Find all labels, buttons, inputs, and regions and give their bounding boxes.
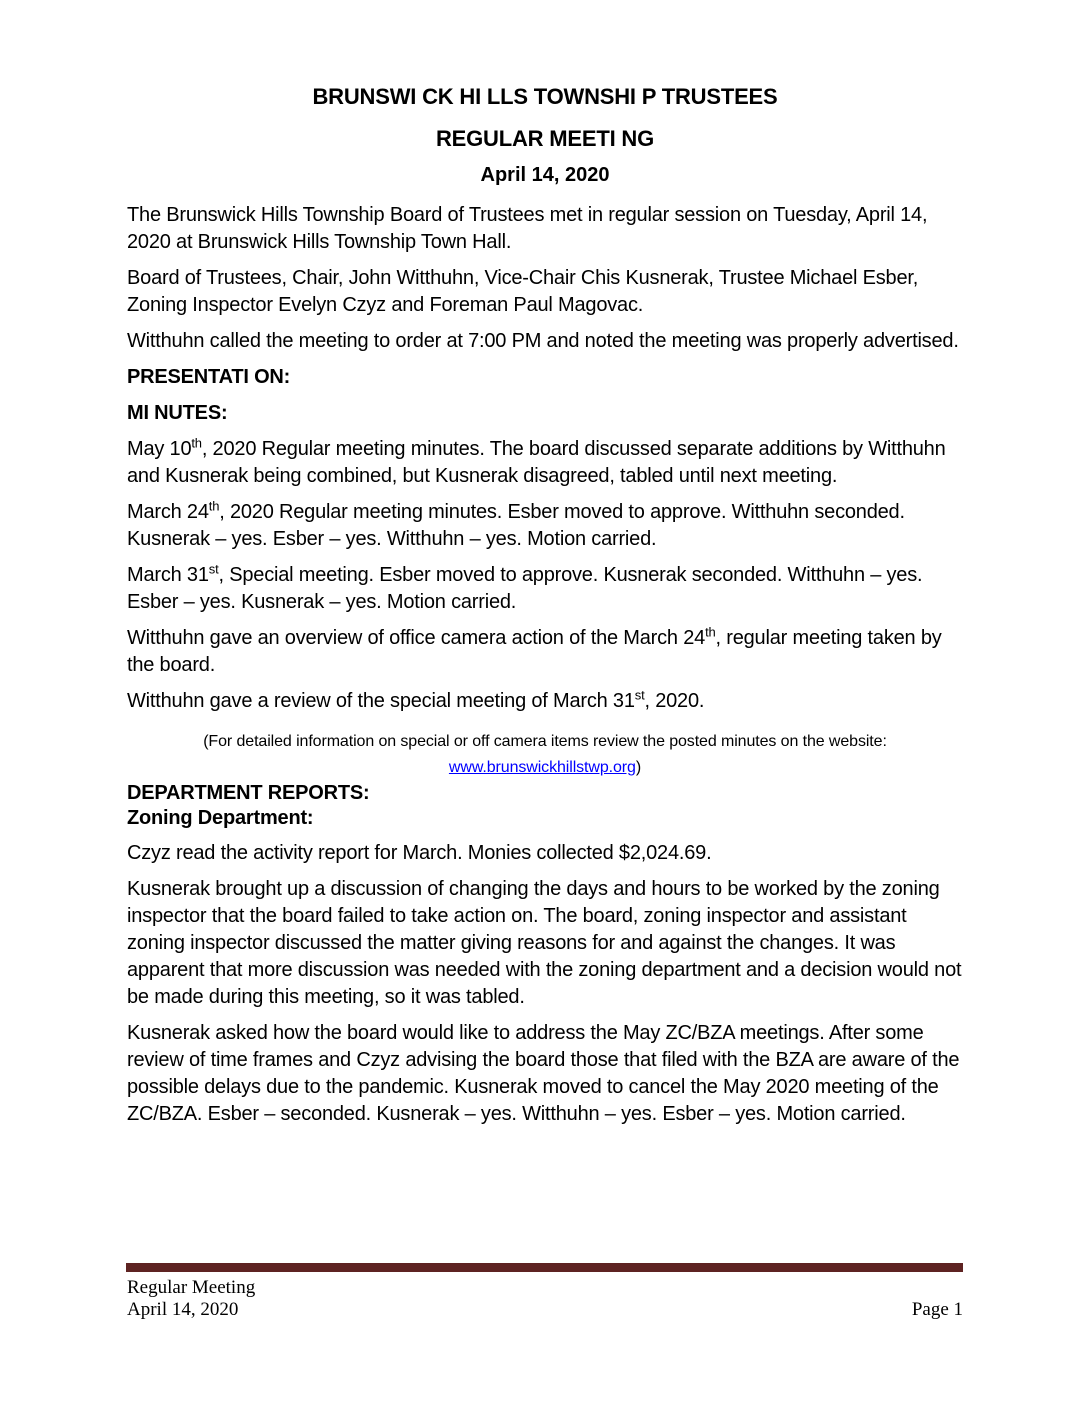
intro-session-paragraph: The Brunswick Hills Township Board of Trustees met in regular session on Tuesday, April 14, 2020 at Brunswick Hills Township Town Hall. [127,204,928,253]
special-review-paragraph [127,688,963,715]
presentation-heading: PRESENTATI ON: [127,366,291,388]
note-prefix: (For detailed information on special or off camera items review the posted minutes on the website: [203,733,887,750]
ordinal-superscript: th [208,498,220,514]
footer-rule [126,1263,963,1272]
minutes-may10-paragraph [127,436,963,490]
website-note [127,729,963,781]
intro-attendance-paragraph: Board of Trustees, Chair, John Witthuhn, Vice-Chair Chis Kusnerak, Trustee Michael Esber, Zoning Inspector Evelyn Czyz and Foreman Paul Magovac. [127,267,919,316]
meeting-type-heading: REGULAR MEETI NG [435,126,655,151]
text-segment: , regular meeting taken by the board. [127,627,942,676]
minutes-heading: MI NUTES: [127,402,228,424]
intro-call-to-order-paragraph: Witthuhn called the meeting to order at 7:00 PM and noted the meeting was properly advertised. [127,330,959,352]
text-segment: Witthuhn gave a review of the special meeting of March 31 [127,690,635,712]
camera-overview-paragraph [127,625,963,679]
text-segment: , 2020 Regular meeting minutes. Esber moved to approve. Witthuhn seconded. Kusnerak – yes. Esber – yes. Witthuhn – yes. Motion carried. [127,501,905,550]
ordinal-superscript: st [208,561,219,577]
text-segment: , Special meeting. Esber moved to approve. Kusnerak seconded. Witthuhn – yes. Esber – yes. Kusnerak – yes. Motion carried. [127,564,923,613]
minutes-march31-paragraph [127,562,963,616]
zoning-department-heading: Zoning Department: [127,807,314,829]
minutes-march24-paragraph [127,499,963,553]
page-number: Page 1 [911,1299,963,1320]
note-suffix: ) [635,759,642,776]
page-footer [127,1277,963,1321]
website-link[interactable]: www.brunswickhillstwp.org [448,759,636,776]
ordinal-superscript: th [191,435,202,451]
document-page [127,86,963,1137]
text-segment: March 31 [127,564,209,586]
ordinal-superscript: th [705,624,716,640]
text-segment: May 10 [127,438,192,460]
text-segment: March 24 [127,501,209,523]
department-reports-block [127,781,963,831]
meeting-date-heading: April 14, 2020 [480,164,610,186]
text-segment: , 2020. [644,690,705,712]
department-reports-heading: DEPARTMENT REPORTS: [127,782,370,804]
footer-date: April 14, 2020 [127,1299,239,1320]
zoning-hours-paragraph: Kusnerak brought up a discussion of changing the days and hours to be worked by the zoning inspector that the board failed to take action on. The board, zoning inspector and assistant zoning inspector discussed the matter giving reasons for and against the changes. It was apparent that more discussion was needed with the zoning department and a decision would not be made during this meeting, so it was tabled. [127,878,962,1008]
text-segment: Witthuhn gave an overview of office camera action of the March 24 [127,627,706,649]
zc-bza-paragraph: Kusnerak asked how the board would like to address the May ZC/BZA meetings. After some review of time frames and Czyz advising the board those that filed with the BZA are aware of the possible delays due to the pandemic. Kusnerak moved to cancel the May 2020 meeting of the ZC/BZA. Esber – seconded. Kusnerak – yes. Witthuhn – yes. Esber – yes. Motion carried. [127,1022,960,1125]
ordinal-superscript: st [634,687,645,703]
meeting-title: BRUNSWI CK HI LLS TOWNSHI P TRUSTEES [312,84,778,109]
text-segment: , 2020 Regular meeting minutes. The board discussed separate additions by Witthuhn and Kusnerak being combined, but Kusnerak disagreed, tabled until next meeting. [127,438,946,487]
zoning-activity-paragraph: Czyz read the activity report for March. Monies collected $2,024.69. [127,842,712,864]
footer-meeting-type: Regular Meeting [127,1277,256,1298]
